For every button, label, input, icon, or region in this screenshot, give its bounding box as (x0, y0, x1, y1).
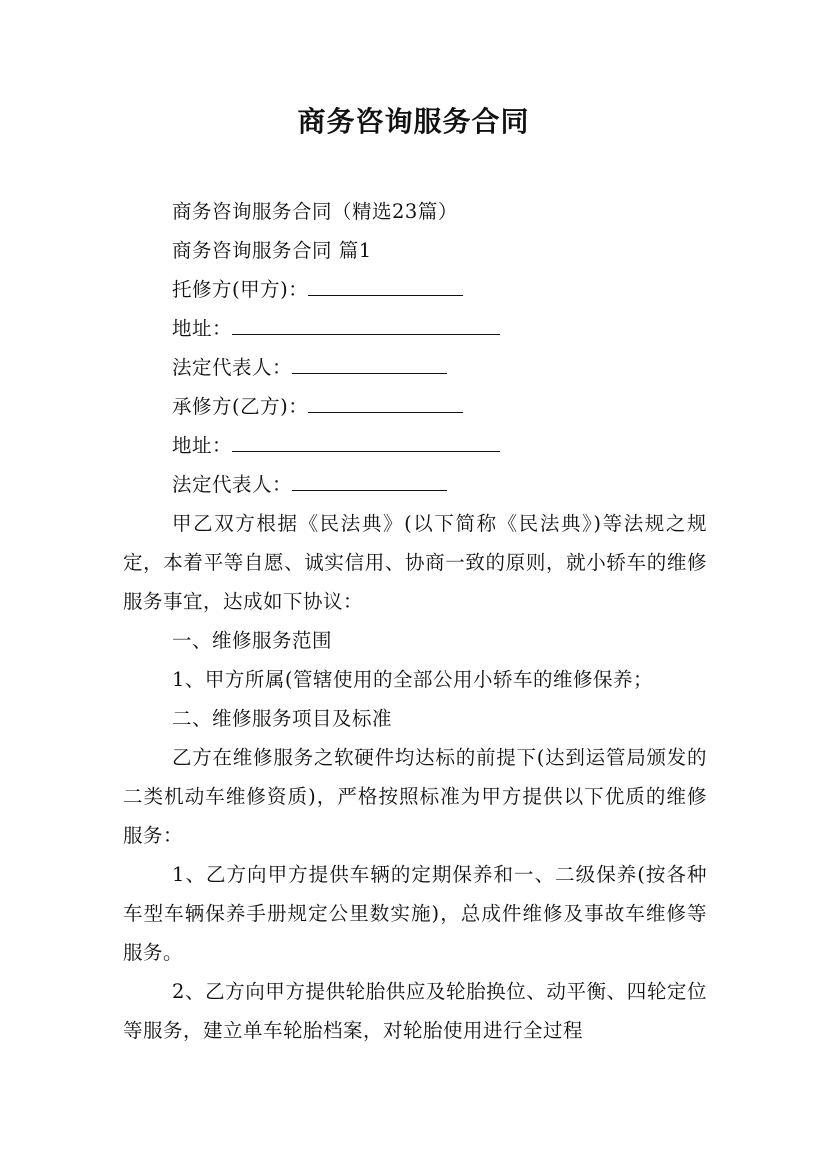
document-body (123, 192, 707, 1050)
address-a-blank (232, 333, 500, 335)
section2-item2: 2、乙方向甲方提供轮胎供应及轮胎换位、动平衡、四轮定位等服务，建立单车轮胎档案，对轮胎使用进行全过程 (123, 980, 707, 1042)
rep-a-label: 法定代表人： (172, 356, 293, 379)
address-b-blank (232, 450, 500, 452)
subtitle: 商务咨询服务合同（精选23篇） (172, 200, 458, 223)
party-b-field (123, 387, 707, 426)
section2-intro: 乙方在维修服务之软硬件均达标的前提下(达到运管局颁发的二类机动车维修资质)，严格按照标准为甲方提供以下优质的维修服务： (123, 746, 707, 847)
document-title: 商务咨询服务合同 (297, 105, 530, 138)
party-b-blank (308, 411, 463, 413)
chapter-heading: 商务咨询服务合同 篇1 (172, 239, 372, 262)
section1-heading: 一、维修服务范围 (172, 629, 333, 652)
address-a-label: 地址： (172, 317, 233, 340)
party-a-field (123, 270, 707, 309)
section2-heading: 二、维修服务项目及标准 (172, 707, 393, 730)
party-a-blank (308, 294, 463, 296)
address-b-field (123, 426, 707, 465)
party-b-label: 承修方(乙方)： (172, 395, 309, 418)
rep-b-blank (292, 489, 447, 491)
party-a-label: 托修方(甲方)： (172, 278, 309, 301)
rep-b-field (123, 465, 707, 504)
intro-paragraph: 甲乙双方根据《民法典》(以下简称《民法典》)等法规之规定，本着平等自愿、诚实信用、协商一致的原则，就小轿车的维修服务事宜，达成如下协议： (123, 512, 707, 613)
rep-a-field (123, 348, 707, 387)
address-a-field (123, 309, 707, 348)
address-b-label: 地址： (172, 434, 233, 457)
rep-a-blank (292, 372, 447, 374)
rep-b-label: 法定代表人： (172, 473, 293, 496)
section2-item1: 1、乙方向甲方提供车辆的定期保养和一、二级保养(按各种车型车辆保养手册规定公里数实施)，总成件维修及事故车维修等服务。 (123, 863, 707, 964)
section1-item1: 1、甲方所属(管辖使用的全部公用小轿车的维修保养； (172, 668, 654, 691)
